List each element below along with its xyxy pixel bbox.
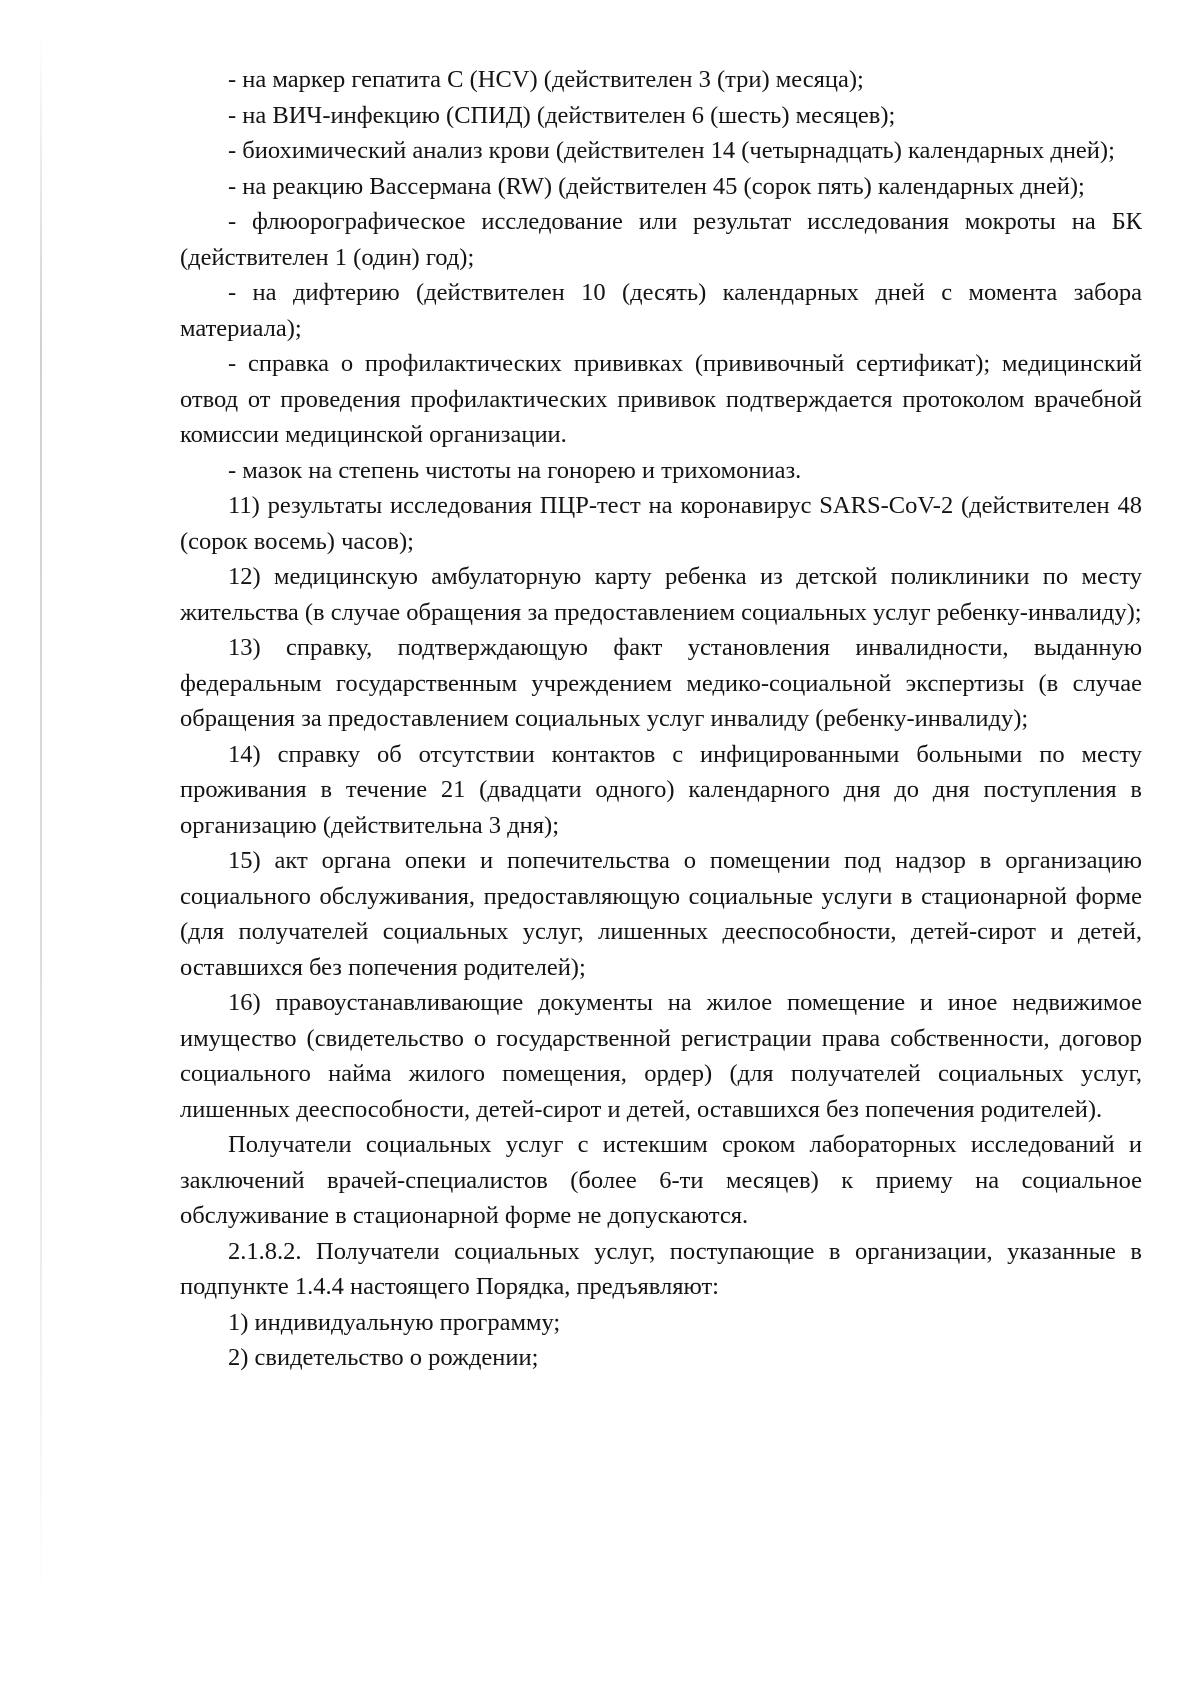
- paragraph-section-2-1-8-2: 2.1.8.2. Получатели социальных услуг, поступающие в организации, указанные в подпункте 1.4.4 настоящего Порядка, предъявляют:: [180, 1237, 1142, 1300]
- paragraph-vaccination-certificate: - справка о профилактических прививках (прививочный сертификат); медицинский отвод от проведения профилактических прививок подтверждается протоколом врачебной комиссии медицинской организации.: [180, 350, 1142, 448]
- paragraph-diphtheria: - на дифтерию (действителен 10 (десять) календарных дней с момента забора материала);: [180, 279, 1142, 342]
- paragraph-smear-test: - мазок на степень чистоты на гонорею и трихомониаз.: [228, 456, 802, 484]
- document-page: [180, 62, 1142, 1376]
- paragraph-admission-restriction: Получатели социальных услуг с истекшим сроком лабораторных исследований и заключений врачей-специалистов (более 6-ти месяцев) к приему на социальное обслуживание в стационарной форме не допускаются.: [180, 1131, 1142, 1229]
- paragraph-birth-certificate: 2) свидетельство о рождении;: [228, 1344, 539, 1371]
- paragraph-item-11: 11) результаты исследования ПЦР-тест на коронавирус SARS-CoV-2 (действителен 48 (сорок восемь) часов);: [180, 492, 1142, 555]
- paragraph-wassermann-reaction: - на реакцию Вассермана (RW) (действителен 45 (сорок пять) календарных дней);: [228, 172, 1085, 200]
- paragraph-item-13: 13) справку, подтверждающую факт установления инвалидности, выданную федеральным государственным учреждением медико-социальной экспертизы (в случае обращения за предоставлением социальных услуг инвалиду (ребенку-инвалиду);: [180, 634, 1142, 732]
- scan-edge-shadow: [40, 30, 42, 1610]
- paragraph-item-16: 16) правоустанавливающие документы на жилое помещение и иное недвижимое имущество (свидетельство о государственной регистрации права собственности, договор социального найма жилого помещения, ордер) (для получателей социальных услуг, лишенных дееспособности, детей-сирот и детей, оставшихся без попечения родителей).: [180, 989, 1142, 1123]
- paragraph-item-12: 12) медицинскую амбулаторную карту ребенка из детской поликлиники по месту жительства (в случае обращения за предоставлением социальных услуг ребенку-инвалиду);: [180, 563, 1142, 626]
- paragraph-hiv-test: - на ВИЧ-инфекцию (СПИД) (действителен 6 (шесть) месяцев);: [228, 101, 896, 129]
- paragraph-biochemical-analysis: - биохимический анализ крови (действителен 14 (четырнадцать) календарных дней);: [228, 137, 1115, 164]
- paragraph-individual-program: 1) индивидуальную программу;: [228, 1308, 561, 1336]
- paragraph-item-14: 14) справку об отсутствии контактов с инфицированными больными по месту проживания в течение 21 (двадцати одного) календарного дня до дня поступления в организацию (действительна 3 дня);: [180, 740, 1142, 839]
- paragraph-fluorography: - флюорографическое исследование или результат исследования мокроты на БК (действителен 1 (один) год);: [180, 208, 1142, 271]
- paragraph-item-15: 15) акт органа опеки и попечительства о помещении под надзор в организацию социального обслуживания, предоставляющую социальные услуги в стационарной форме (для получателей социальных услуг, лишенных дееспособности, детей-сирот и детей, оставшихся без попечения родителей);: [180, 847, 1142, 981]
- paragraph-hcv-marker: - на маркер гепатита С (HCV) (действителен 3 (три) месяца);: [228, 66, 864, 93]
